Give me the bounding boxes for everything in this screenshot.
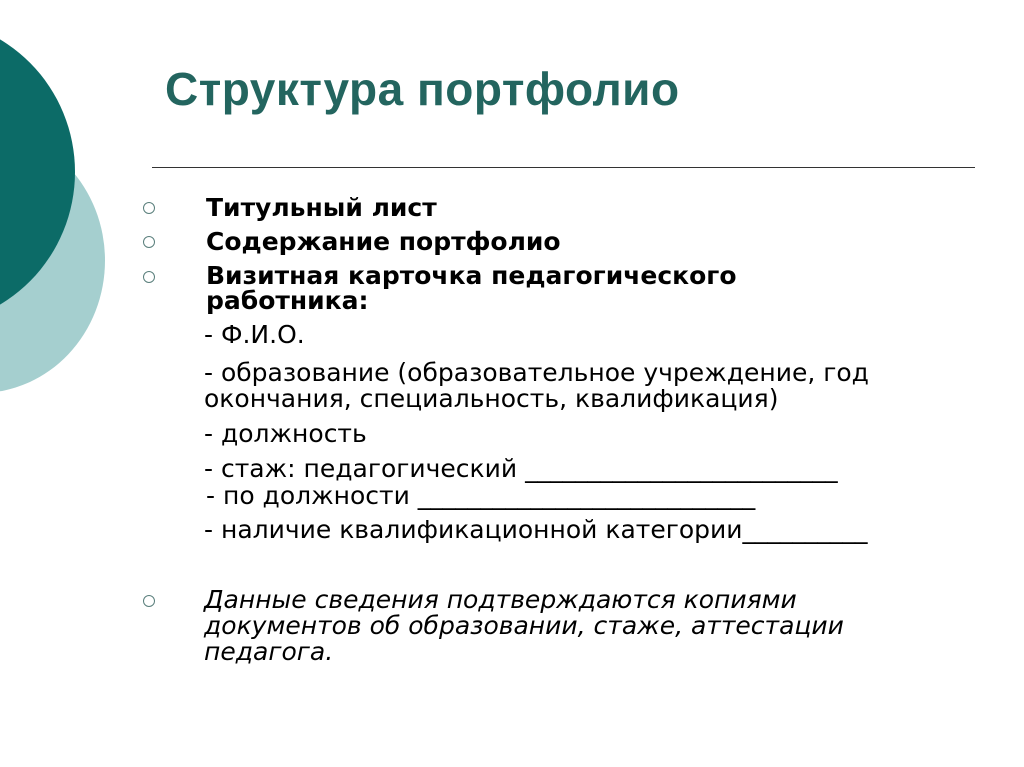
bullet-circle-icon <box>143 202 155 214</box>
note-line-3: педагога. <box>204 637 334 666</box>
bullet-circle-icon <box>143 595 155 607</box>
sub-item-experience-position: - по должности ___________________________ <box>206 481 756 510</box>
sub-item-position: - должность <box>204 419 367 448</box>
title-divider <box>152 167 975 168</box>
sub-item-fio: - Ф.И.О. <box>204 320 305 349</box>
sub-item-education-continued: окончания, специальность, квалификация) <box>204 384 779 413</box>
sub-item-education: - образование (образовательное учреждение, год <box>204 358 869 387</box>
bullet-circle-icon <box>143 271 155 283</box>
list-item-title-page: Титульный лист <box>206 193 437 222</box>
list-item-business-card-continued: работника: <box>206 286 369 315</box>
list-item-business-card: Визитная карточка педагогического <box>206 261 737 290</box>
bullet-circle-icon <box>143 236 155 248</box>
sub-item-experience: - стаж: педагогический _________________________ <box>204 454 838 483</box>
list-item-contents: Содержание портфолио <box>206 227 561 256</box>
note-line-2: документов об образовании, стаже, аттестации <box>204 611 844 640</box>
note-line-1: Данные сведения подтверждаются копиями <box>204 585 797 614</box>
sub-item-category: - наличие квалификационной категории__________ <box>204 515 868 544</box>
slide-title: Структура портфолио <box>165 63 680 115</box>
